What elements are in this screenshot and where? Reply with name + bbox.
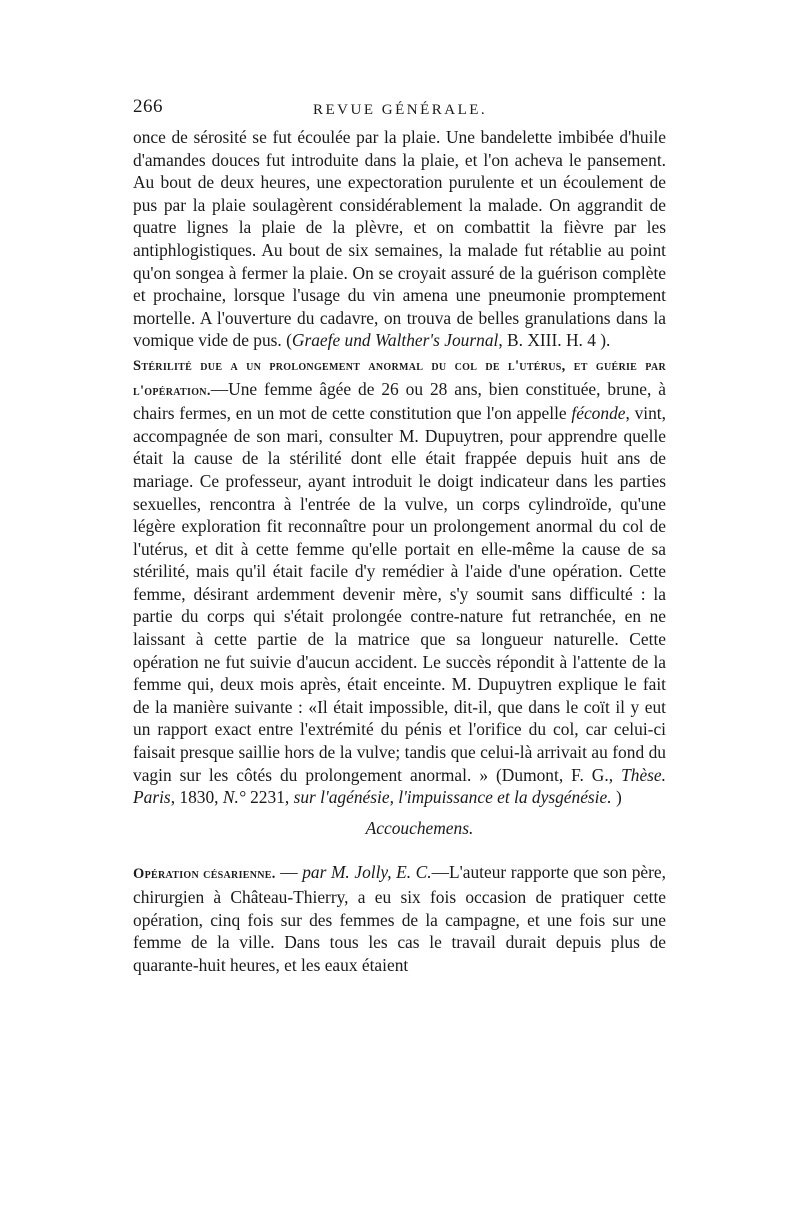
italic-number: N.° [222, 787, 246, 808]
dash: — [275, 862, 303, 883]
paragraph-text: —L'auteur rapporte que son père, chirurgien à Château-Thierry, a eu six fois occasion de pratiquer cette opération, cinq fois sur des femmes de la campagne, et une fois sur une femme de la ville. Dans tous les cas le travail durait depuis plus de quarante-huit heures, et les eaux étaient [133, 862, 666, 975]
section-title: Accouchemens. [365, 817, 474, 838]
paragraph-pleural-case [133, 126, 666, 352]
article-heading-cesarean: Opération césarienne. [133, 866, 276, 883]
paragraph-text: , vint, accompagnée de son mari, consulter M. Dupuytren, pour apprendre quelle était la cause de la stérilité dont elle était frappée depuis huit ans de mariage. Ce professeur, ayant introduit le doigt indicateur dans les parties sexuelles, rencontra à l'entrée de la vulve, un corps cylindroïde, qu'une légère exploration fit reconnaître pour un prolongement anormal du col de l'utérus, et dit à cette femme qu'elle portait en elle-même la cause de sa stérilité, mais qu'il était facile d'y remédier à l'aide d'une opération. Cette femme, désirant ardemment devenir mère, s'y soumit sans difficulté : la partie du corps qui s'était prolongée contre-nature fut retranchée, en ne laissant à cette partie de la matrice que sa longueur naturelle. Cette opération ne fut suivie d'aucun accident. Le succès répondit à l'attente de la femme qui, deux mois après, était enceinte. M. Dupuytren explique le fait de la manière suivante : «Il était impossible, dit-il, que dans le coït il y eut un rapport exact entre l'extrémité du pénis et l'orifice du col, car celui-ci faisait presque saillie hors de la vulve; tandis que celui-là arrivait au fond du vagin sur les côtés du prolongement anormal. » (Dumont, F. G., [133, 403, 666, 785]
italic-thesis: Thèse. Paris [133, 764, 666, 808]
paragraph-text: 2231, [245, 787, 294, 808]
paragraph-sterility [133, 353, 666, 809]
paragraph-text: once de sérosité se fut écoulée par la plaie. Une bandelette imbibée d'huile d'amandes douces fut introduite dans la plaie, et l'on acheva le pansement. Au bout de deux heures, une expectoration purulente et un écoulement de pus par la plaie soulagèrent considérablement la malade. On aggrandit de quatre lignes la plaie de la plèvre, et on combattit la fièvre par les antiphlogistiques. Au bout de six semaines, la malade fut rétablie au point qu'on songea à fermer la plaie. On se croyait assuré de la guérison complète et prochaine, lorsque l'usage du vin amena une pneumonie promptement mortelle. A l'ouverture du cadavre, on trouva de belles granulations dans la vomique vide de pus. ( [133, 127, 666, 351]
page-number: 266 [133, 96, 163, 117]
italic-thesis-title: sur l'agénésie, l'impuissance et la dysgénésie. [293, 787, 612, 808]
citation-end: , B. XIII. H. 4 ). [498, 330, 611, 351]
running-head: REVUE GÉNÉRALE. [313, 102, 488, 118]
paragraph-cesarean [133, 861, 666, 976]
article-heading-sterility: Stérilité due a un prolongement anormal du col de l'utérus, et guérie par l'opération. [133, 357, 666, 399]
italic-term: féconde [571, 403, 626, 424]
document-page [133, 96, 666, 976]
page-header [133, 96, 666, 122]
paragraph-text: , 1830, [170, 787, 223, 808]
closing-paren: ) [611, 787, 622, 808]
paragraph-text: —Une femme âgée de 26 ou 28 ans, bien constituée, brune, à chairs fermes, en un mot de cette constitution que l'on appelle [133, 378, 666, 424]
citation-journal: Graefe und Walther's Journal [291, 330, 499, 351]
author-credit: par M. Jolly, E. C. [302, 862, 432, 883]
